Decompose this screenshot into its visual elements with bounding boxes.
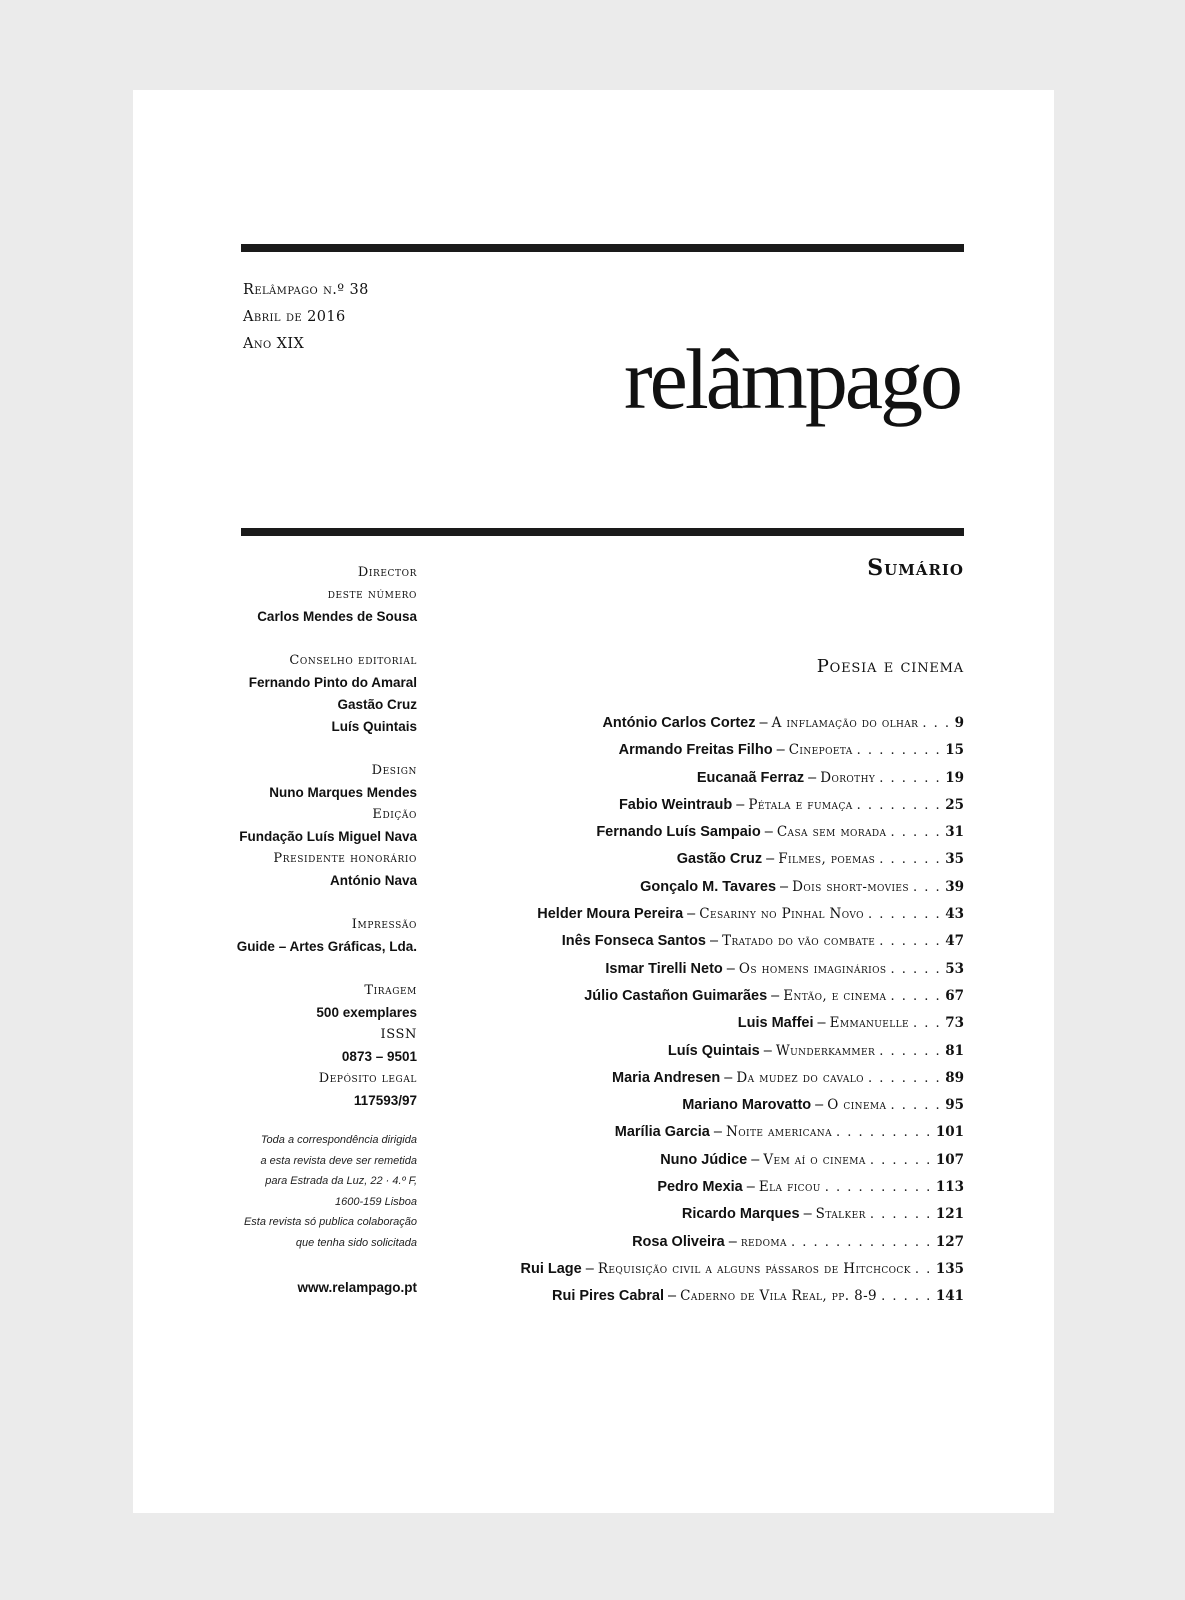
toc-separator: – — [799, 1206, 816, 1223]
toc-author: Marília Garcia — [614, 1124, 710, 1141]
toc-title: Dorothy — [820, 769, 876, 786]
issue-date: Abril de 2016 — [243, 309, 346, 325]
toc-author: Gonçalo M. Tavares — [640, 878, 777, 895]
toc-page-number: 47 — [945, 933, 964, 950]
toc-leader-dots: . . . . . . . . — [856, 797, 942, 813]
president-name: António Nava — [329, 873, 417, 888]
toc-separator: – — [759, 1042, 776, 1059]
note-line: para Estrada da Luz, 22 · 4.º F, — [265, 1175, 417, 1187]
toc-leader-dots: . . — [914, 1261, 932, 1277]
issn-value: 0873 – 9501 — [341, 1049, 417, 1064]
toc-entry — [444, 819, 964, 846]
note-line: Toda a correspondência dirigida — [260, 1134, 417, 1146]
toc-separator: – — [581, 1260, 598, 1277]
toc-page-number: 81 — [945, 1042, 964, 1059]
toc-title: Tratado do vão combate — [722, 933, 876, 950]
toc-leader-dots: . . . . . . — [869, 1207, 932, 1223]
toc-entry — [444, 956, 964, 983]
toc-page-number: 107 — [935, 1151, 964, 1168]
toc-leader-dots: . . . . . . . — [867, 1070, 942, 1086]
toc-page-number: 73 — [945, 1015, 964, 1032]
middle-rule — [241, 528, 964, 536]
toc-title: redoma — [740, 1233, 787, 1250]
toc-entry — [444, 1201, 964, 1228]
toc-separator: – — [722, 960, 739, 977]
edition-role: Edição — [372, 807, 417, 822]
council-member: Luís Quintais — [331, 719, 417, 734]
toc-separator: – — [705, 933, 723, 950]
toc-leader-dots: . . . — [922, 716, 951, 731]
toc-title: Vem aí o cinema — [763, 1151, 866, 1168]
design-role: Design — [371, 763, 417, 778]
toc-page-number: 39 — [945, 878, 964, 895]
toc-author: Mariano Marovatto — [682, 1097, 812, 1114]
toc-page-number: 101 — [935, 1124, 964, 1141]
toc-entry — [444, 1119, 964, 1146]
print-name: Guide – Artes Gráficas, Lda. — [236, 939, 417, 954]
design-name: Nuno Marques Mendes — [269, 785, 417, 800]
toc-separator: – — [724, 1233, 741, 1250]
toc-author: Fabio Weintraub — [618, 796, 733, 813]
toc-separator: – — [772, 742, 789, 759]
toc-leader-dots: . . . . . — [890, 825, 942, 841]
toc-author: Fernando Luís Sampaio — [596, 824, 761, 841]
toc-author: Armando Freitas Filho — [618, 742, 773, 759]
toc-entry — [444, 765, 964, 792]
toc-entry — [444, 1229, 964, 1256]
toc-leader-dots: . . . — [913, 879, 942, 895]
toc-leader-dots: . . . . . . . . — [856, 743, 942, 759]
toc-entry — [444, 1283, 964, 1310]
council-member: Gastão Cruz — [337, 697, 417, 712]
toc-page-number: 9 — [954, 715, 964, 731]
toc-separator: – — [813, 1015, 830, 1032]
toc-entry — [444, 737, 964, 764]
note-line: 1600-159 Lisboa — [335, 1195, 417, 1208]
toc-author: Maria Andresen — [612, 1069, 721, 1086]
masthead — [233, 562, 417, 1299]
toc-separator: – — [732, 796, 749, 813]
toc-separator: – — [720, 1069, 737, 1086]
issue-info — [243, 277, 369, 358]
toc-title: Casa sem morada — [776, 824, 887, 841]
director-name: Carlos Mendes de Sousa — [257, 609, 417, 624]
website-link[interactable]: www.relampago.pt — [297, 1280, 417, 1295]
toc-title: Então, e cinema — [783, 987, 887, 1004]
toc-entry — [444, 792, 964, 819]
toc-title: A inflamação do olhar — [771, 715, 919, 731]
toc-page-number: 135 — [935, 1260, 964, 1277]
toc-separator: – — [804, 769, 821, 786]
toc-separator: – — [742, 1179, 759, 1196]
toc-separator: – — [776, 878, 793, 895]
director-role: Director — [357, 565, 417, 580]
toc-author: Rui Lage — [520, 1260, 582, 1277]
toc-leader-dots: . . . . . . . . . . . . . — [790, 1234, 932, 1250]
toc-leader-dots: . . . . . . — [879, 770, 942, 786]
toc-entry — [444, 1092, 964, 1119]
toc-entry — [444, 928, 964, 955]
run-role: Tiragem — [364, 983, 417, 998]
toc-leader-dots: . . . . . — [890, 988, 942, 1004]
toc-author: Rui Pires Cabral — [551, 1288, 664, 1305]
toc-leader-dots: . . . . . . . . . — [836, 1125, 932, 1141]
toc-entry — [444, 710, 964, 737]
toc-separator: – — [747, 1151, 764, 1168]
toc-leader-dots: . . . . . — [881, 1289, 932, 1305]
issue-number: Relâmpago n.º 38 — [243, 282, 369, 298]
toc-author: Inês Fonseca Santos — [561, 933, 706, 950]
toc-entry — [444, 1174, 964, 1201]
toc-separator: – — [760, 824, 777, 841]
issue-year: Ano XIX — [243, 336, 305, 352]
toc-title: Ela ficou — [758, 1179, 821, 1196]
toc-page-number: 53 — [945, 960, 964, 977]
toc-author: Helder Moura Pereira — [537, 906, 684, 923]
issn-role: ISSN — [380, 1027, 417, 1042]
toc-title: Da mudez do cavalo — [736, 1069, 864, 1086]
note-line: a esta revista deve ser remetida — [260, 1154, 417, 1167]
toc-page-number: 127 — [935, 1233, 964, 1250]
toc-page-number: 25 — [945, 796, 964, 813]
toc-leader-dots: . . . . . — [890, 1098, 942, 1114]
toc-author: Júlio Castañon Guimarães — [584, 987, 768, 1004]
toc-title: Pétala e fumaça — [748, 796, 853, 813]
toc-page-number: 15 — [945, 742, 964, 759]
toc-page-number: 19 — [945, 769, 964, 786]
toc-entry — [444, 983, 964, 1010]
deposit-value: 117593/97 — [353, 1093, 417, 1108]
toc-page-number: 121 — [935, 1206, 964, 1223]
toc-author: Pedro Mexia — [657, 1179, 743, 1196]
toc-leader-dots: . . . . . — [890, 961, 942, 977]
council-role: Conselho editorial — [289, 653, 417, 668]
toc-separator: – — [755, 715, 772, 731]
toc-leader-dots: . . . . . . — [879, 852, 942, 868]
toc-title: Emmanuelle — [829, 1015, 909, 1032]
toc-entry — [444, 1065, 964, 1092]
toc-page-number: 95 — [945, 1097, 964, 1114]
run-value: 500 exemplares — [316, 1005, 417, 1020]
toc-author: António Carlos Cortez — [602, 715, 756, 731]
toc-separator: – — [767, 987, 784, 1004]
relampago-logo — [513, 330, 964, 450]
toc-entry — [444, 1147, 964, 1174]
toc-title: Cinepoeta — [788, 742, 853, 759]
toc-author: Rosa Oliveira — [632, 1233, 725, 1250]
toc-page-number: 113 — [935, 1179, 964, 1196]
logo-wordmark: relâmpago — [624, 331, 960, 427]
toc-author: Luis Maffei — [737, 1015, 814, 1032]
deposit-role: Depósito legal — [318, 1071, 417, 1086]
toc-author: Ricardo Marques — [681, 1206, 800, 1223]
toc-title: Requisição civil a alguns pássaros de Hitchcock — [597, 1260, 911, 1277]
top-rule — [241, 244, 964, 252]
toc-leader-dots: . . . . . . . . . . — [824, 1180, 932, 1196]
toc-separator: – — [762, 851, 779, 868]
toc-leader-dots: . . . . . . — [879, 934, 942, 950]
toc-title: Dois short-movies — [792, 878, 909, 895]
toc-entry — [444, 1256, 964, 1283]
toc-entry — [444, 846, 964, 873]
toc-author: Ismar Tirelli Neto — [605, 960, 723, 977]
sumario-title: Sumário — [867, 555, 964, 581]
toc-page-number: 31 — [945, 824, 964, 841]
edition-name: Fundação Luís Miguel Nava — [239, 829, 417, 844]
toc-separator: – — [683, 906, 700, 923]
toc-entry — [444, 901, 964, 928]
toc-entry — [444, 1010, 964, 1037]
toc-entry — [444, 874, 964, 901]
toc-title: Filmes, poemas — [778, 851, 876, 868]
toc-page-number: 43 — [945, 906, 964, 923]
toc-leader-dots: . . . . . . — [879, 1043, 942, 1059]
section-title: Poesia e cinema — [816, 656, 964, 677]
toc-page-number: 67 — [945, 987, 964, 1004]
table-of-contents — [444, 710, 964, 1311]
toc-page-number: 35 — [945, 851, 964, 868]
toc-leader-dots: . . . — [913, 1016, 942, 1032]
toc-separator: – — [811, 1097, 828, 1114]
note-line: que tenha sido solicitada — [295, 1236, 417, 1249]
toc-title: Stalker — [815, 1206, 866, 1223]
toc-author: Eucanaã Ferraz — [696, 769, 805, 786]
toc-leader-dots: . . . . . . — [869, 1152, 932, 1168]
toc-author: Nuno Júdice — [660, 1151, 748, 1168]
print-role: Impressão — [351, 917, 417, 932]
toc-title: Noite americana — [726, 1124, 832, 1141]
toc-title: Wunderkammer — [775, 1042, 876, 1059]
toc-title: O cinema — [827, 1097, 887, 1114]
note-line: Esta revista só publica colaboração — [243, 1216, 417, 1228]
toc-page-number: 89 — [945, 1069, 964, 1086]
toc-page-number: 141 — [935, 1288, 964, 1305]
toc-title: Cesariny no Pinhal Novo — [699, 906, 864, 923]
magazine-page — [133, 90, 1054, 1513]
toc-separator: – — [709, 1124, 726, 1141]
toc-author: Gastão Cruz — [676, 851, 763, 868]
toc-title: Os homens imaginários — [738, 960, 887, 977]
council-member: Fernando Pinto do Amaral — [248, 675, 417, 690]
toc-author: Luís Quintais — [667, 1042, 760, 1059]
director-role-sub: deste número — [327, 587, 417, 602]
toc-entry — [444, 1038, 964, 1065]
toc-title: Caderno de Vila Real, pp. 8-9 — [680, 1288, 878, 1305]
toc-leader-dots: . . . . . . . — [867, 907, 942, 923]
president-role: Presidente honorário — [273, 851, 417, 866]
toc-separator: – — [664, 1288, 681, 1305]
